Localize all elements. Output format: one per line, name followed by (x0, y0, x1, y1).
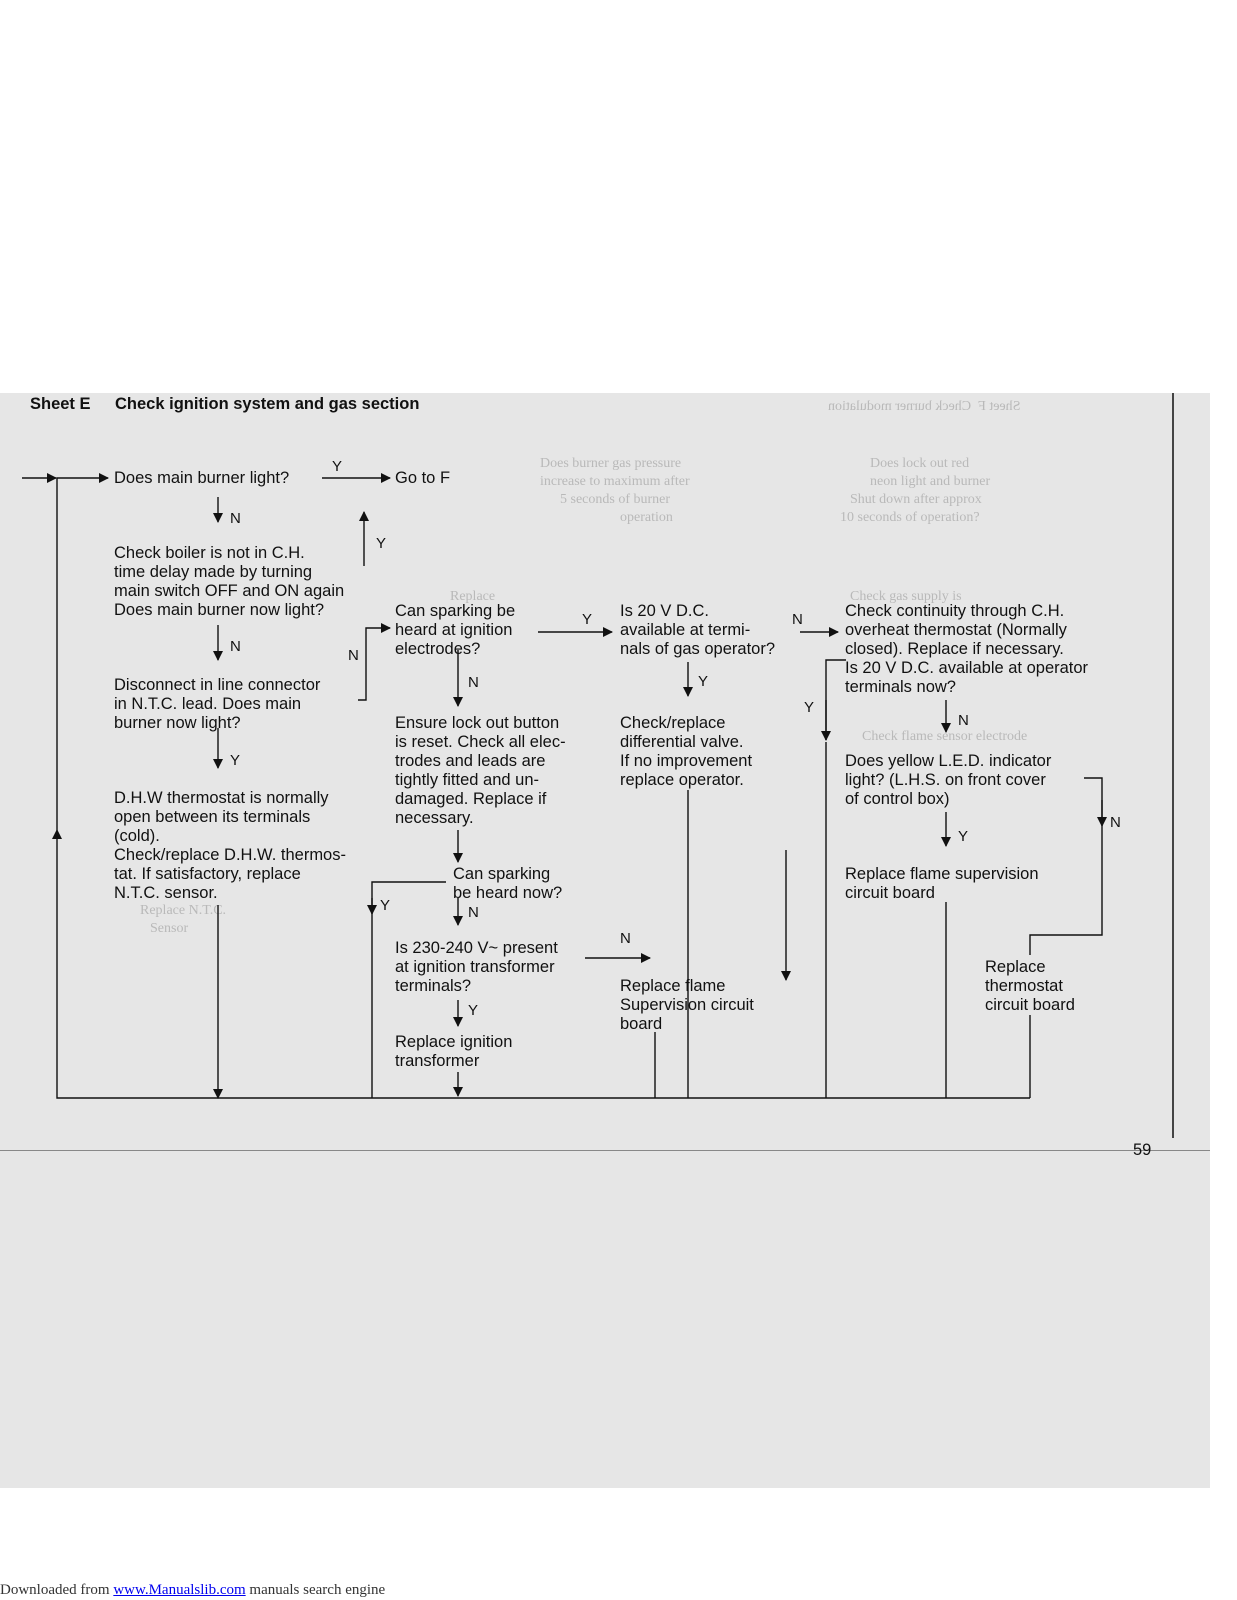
node-line: nals of gas operator? (620, 640, 776, 658)
bleed-through-text: 5 seconds of burner (560, 492, 671, 507)
return-bus-line (57, 478, 108, 830)
node-line: main switch OFF and ON again (114, 582, 345, 600)
node-line: be heard now? (453, 884, 563, 902)
label-no: N (230, 638, 241, 655)
node-line: N.T.C. sensor. (114, 884, 218, 902)
page-number: 59 (1133, 1141, 1152, 1159)
node-line: in N.T.C. lead. Does main (114, 695, 302, 713)
node-line: trodes and leads are (395, 752, 546, 770)
label-no: N (348, 647, 359, 664)
label-yes: Y (332, 458, 343, 475)
bleed-through-text: Shut down after approx (850, 492, 982, 507)
node-line: Replace flame supervision (845, 865, 1039, 883)
node-line: Replace flame (620, 977, 726, 995)
node-line: Can sparking be (395, 602, 516, 620)
node-line: differential valve. (620, 733, 744, 751)
download-footer (0, 1582, 385, 1599)
node-line: overheat thermostat (Normally (845, 621, 1067, 639)
node-line: Does main burner now light? (114, 601, 325, 619)
node-line: (cold). (114, 827, 160, 845)
node-line: electrodes? (395, 640, 481, 658)
node-line: Disconnect in line connector (114, 676, 321, 694)
node-line: Check continuity through C.H. (845, 602, 1065, 620)
node-line: circuit board (845, 884, 935, 902)
bleed-through-text: Sensor (150, 921, 189, 936)
node-line: tightly fitted and un- (395, 771, 540, 789)
label-yes: Y (582, 611, 593, 628)
bleed-through-text: 10 seconds of operation? (840, 510, 980, 525)
node-line: D.H.W thermostat is normally (114, 789, 329, 807)
node-line: replace operator. (620, 771, 744, 789)
bleed-through-text: Does lock out red (870, 456, 970, 471)
node-line: of control box) (845, 790, 950, 808)
n-arrow-led (1030, 778, 1102, 955)
node-line: burner now light? (114, 714, 241, 732)
label-yes: Y (698, 673, 709, 690)
node-line: Replace ignition (395, 1033, 513, 1051)
node-line: Check/replace D.H.W. thermos- (114, 846, 346, 864)
node-line: terminals? (395, 977, 472, 995)
bleed-through-text: operation (620, 510, 673, 525)
node-line: Does yellow L.E.D. indicator (845, 752, 1052, 770)
bleed-through-text: Replace (450, 589, 496, 604)
node-line: tat. If satisfactory, replace (114, 865, 301, 883)
node-line: transformer (395, 1052, 480, 1070)
node-line: heard at ignition (395, 621, 513, 639)
node-line: Check/replace (620, 714, 726, 732)
label-yes: Y (804, 699, 815, 716)
node-line: at ignition transformer (395, 958, 555, 976)
label-no: N (792, 611, 803, 628)
node-line: terminals now? (845, 678, 956, 696)
bleed-through-text: Check flame sensor electrode (862, 729, 1028, 744)
node-goto-f: Go to F (395, 469, 451, 487)
label-yes: Y (230, 752, 241, 769)
node-line: Can sparking (453, 865, 551, 883)
label-no: N (468, 674, 479, 691)
node-line: damaged. Replace if (395, 790, 547, 808)
node-line: Ensure lock out button (395, 714, 560, 732)
node-line: circuit board (985, 996, 1075, 1014)
node-line: light? (L.H.S. on front cover (845, 771, 1046, 789)
footer-prefix: Downloaded from (0, 1582, 114, 1598)
node-line: If no improvement (620, 752, 753, 770)
label-yes: Y (468, 1002, 479, 1019)
node-line: open between its terminals (114, 808, 311, 826)
node-line: Check boiler is not in C.H. (114, 544, 305, 562)
label-no: N (468, 904, 479, 921)
node-line: Replace (985, 958, 1046, 976)
node-line: necessary. (395, 809, 474, 827)
sheet-label: Sheet E (30, 395, 91, 413)
bleed-through-text: Does burner gas pressure (540, 456, 682, 471)
label-no: N (958, 712, 969, 729)
manualslib-link[interactable]: www.Manualslib.com (113, 1582, 246, 1598)
sheet-title: Check ignition system and gas section (115, 395, 420, 413)
label-no: N (230, 510, 241, 527)
node-line: time delay made by turning (114, 563, 313, 581)
node-line: Is 230-240 V~ present (395, 939, 558, 957)
bleed-through-text: Replace N.T.C. (140, 903, 227, 918)
node-line: thermostat (985, 977, 1063, 995)
node-line: Is 20 V D.C. available at operator (845, 659, 1089, 677)
footer-suffix: manuals search engine (245, 1582, 386, 1598)
node-line: Is 20 V D.C. (620, 602, 709, 620)
label-no: N (1110, 814, 1121, 831)
label-yes: Y (958, 828, 969, 845)
n-arrow-disconnect (358, 628, 390, 700)
continuity-bracket (826, 660, 846, 740)
label-no: N (620, 930, 631, 947)
node-main-burner: Does main burner light? (114, 469, 290, 487)
node-line: available at termi- (620, 621, 751, 639)
node-line: is reset. Check all elec- (395, 733, 566, 751)
bleed-through-text: Check gas supply is (850, 589, 962, 604)
label-yes: Y (380, 897, 391, 914)
node-line: closed). Replace if necessary. (845, 640, 1064, 658)
label-yes: Y (376, 535, 387, 552)
bleed-through-text: increase to maximum after (540, 474, 690, 489)
bleed-through-title: Sheet F Check burner modulation (828, 399, 1021, 414)
bleed-through-text: neon light and burner (870, 474, 991, 489)
node-line: board (620, 1015, 663, 1033)
node-line: Supervision circuit (620, 996, 754, 1014)
